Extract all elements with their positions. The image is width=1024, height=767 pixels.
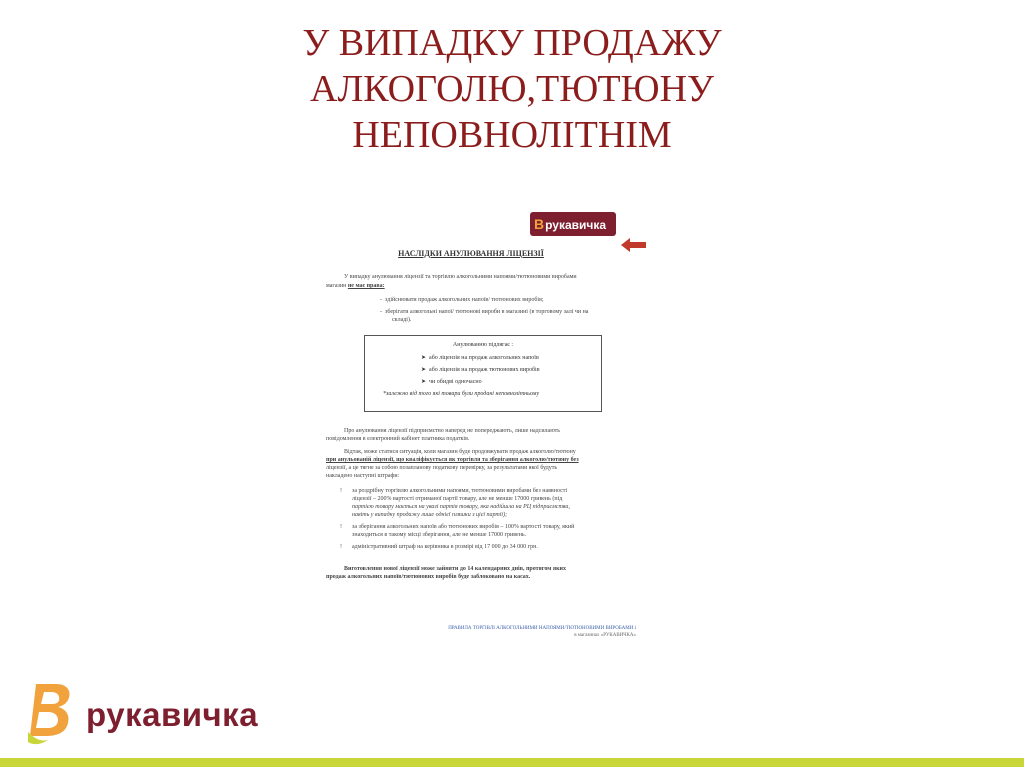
fine-bullet-icon: ! — [340, 488, 342, 494]
doc-footer: ПРАВИЛА ТОРГІВЛІ АЛКОГОЛЬНИМИ НАПОЯМИ/ТЮТЮНОВИМИ ВИРОБАМИ і — [448, 626, 636, 631]
doc-bullet: - зберігати алкогольні напої/ тютюнові вироби в магазині (в торговому залі чи на — [380, 309, 589, 315]
doc-para-1: Про анулювання ліцензії підприємство наперед не попереджають, лише надсилають — [344, 428, 560, 434]
box-item: ➤ чи обидві одночасно — [421, 379, 482, 385]
doc-footer-2: в магазинах «РУКАВИЧКА» — [574, 633, 636, 638]
bottom-accent-bar — [0, 758, 1024, 767]
fine-line: адміністративний штраф на керівника в розмірі від 17 000 до 34 000 грн. — [352, 544, 538, 550]
doc-intro-2 — [326, 282, 626, 290]
fine-line: за зберігання алкогольних напоїв або тютюнових виробів – 100% вартості товару, який — [352, 524, 575, 530]
fine-bullet-icon: ! — [340, 524, 342, 530]
doc-closing-1: Виготовлення нової ліцензії може зайняти до 14 календарних днів, протягом яких — [344, 566, 566, 572]
slide-title — [180, 20, 844, 158]
fine-line: за роздрібну торгівлю алкогольними напоями, тютюновими виробами без наявності — [352, 488, 568, 494]
document-logo: Врукавичка — [530, 212, 616, 236]
doc-closing-2: продаж алкогольних напоїв/тютюнових виробів буде заблоковано на касах. — [326, 574, 531, 580]
fine-line: знаходиться в такому місці зберігання, але не менше 17000 гривень. — [352, 532, 527, 538]
document-heading: НАСЛІДКИ АНУЛЮВАННЯ ЛІЦЕНЗІЇ — [398, 249, 544, 258]
doc-intro-2-emph: не має права: — [347, 283, 385, 289]
left-arrow-icon — [621, 238, 646, 252]
box-item: ➤ або ліцензія на продаж тютюнових виробів — [421, 367, 540, 373]
box-item: ➤ або ліцензія на продаж алкогольних напоїв — [421, 355, 539, 361]
document-logo-text: рукавичка — [545, 218, 607, 232]
box-title: Анулюванню підлягає : — [452, 342, 514, 348]
embedded-document — [316, 205, 648, 645]
doc-intro-2-prefix: магазин — [326, 283, 348, 289]
brand-text: рукавичка — [86, 696, 259, 733]
brand-b-icon — [22, 676, 82, 748]
doc-para-1b: повідомлення в електронний кабінет платника податків. — [326, 436, 470, 442]
fine-line: ліцензії – 200% вартості отриманої партії товару, але не менше 17000 гривень (під — [352, 496, 563, 502]
box-item-text: або ліцензія на продаж тютюнових виробів — [429, 367, 540, 373]
title-line-1: У ВИПАДКУ ПРОДАЖУ — [302, 22, 722, 64]
brand-logo — [22, 676, 282, 748]
fine-line: партією товару мається на увазі партія товару, яка надійшла на РЦ підприємства, — [352, 504, 570, 510]
fine-line: навіть у випадку продажу лише однієї пляшки з цієї партії); — [352, 512, 508, 518]
fine-bullet-icon: ! — [340, 544, 342, 550]
doc-para-2b: при анульованій ліцензії, що кваліфікується як торгівля та зберігання алкоголю/тютюну без — [326, 457, 579, 463]
doc-bullet: - здійснювати продаж алкогольних напоїв/ тютюнових виробів; — [380, 297, 544, 303]
doc-para-2d: накладено наступні штрафи: — [326, 473, 400, 479]
annulment-box — [364, 335, 602, 412]
title-line-3: НЕПОВНОЛІТНІМ — [352, 114, 672, 156]
doc-bullet-text: зберігати алкогольні напої/ тютюнові вироби в магазині (в торговому залі чи на — [385, 309, 589, 315]
doc-para-2: Відтак, може статися ситуація, коли магазин буде продовжувати продаж алкоголю/тютюну — [344, 449, 576, 455]
doc-intro: У випадку анулювання ліцензії та торгівлю алкогольними напоями/тютюновими виробами — [344, 274, 577, 280]
box-note: *залежно від того які товари були продані неповнолітньому — [383, 391, 540, 397]
box-item-text: чи обидві одночасно — [429, 379, 482, 385]
doc-bullet-text: здійснювати продаж алкогольних напоїв/ тютюнових виробів; — [385, 297, 544, 303]
doc-bullet-cont: складі). — [392, 317, 412, 323]
box-item-text: або ліцензія на продаж алкогольних напоїв — [429, 355, 539, 361]
doc-para-2c: ліцензії, а це тягне за собою позапланову податкову перевірку, за результатами якої будуть — [326, 465, 558, 471]
title-line-2: АЛКОГОЛЮ,ТЮТЮНУ — [310, 68, 714, 110]
